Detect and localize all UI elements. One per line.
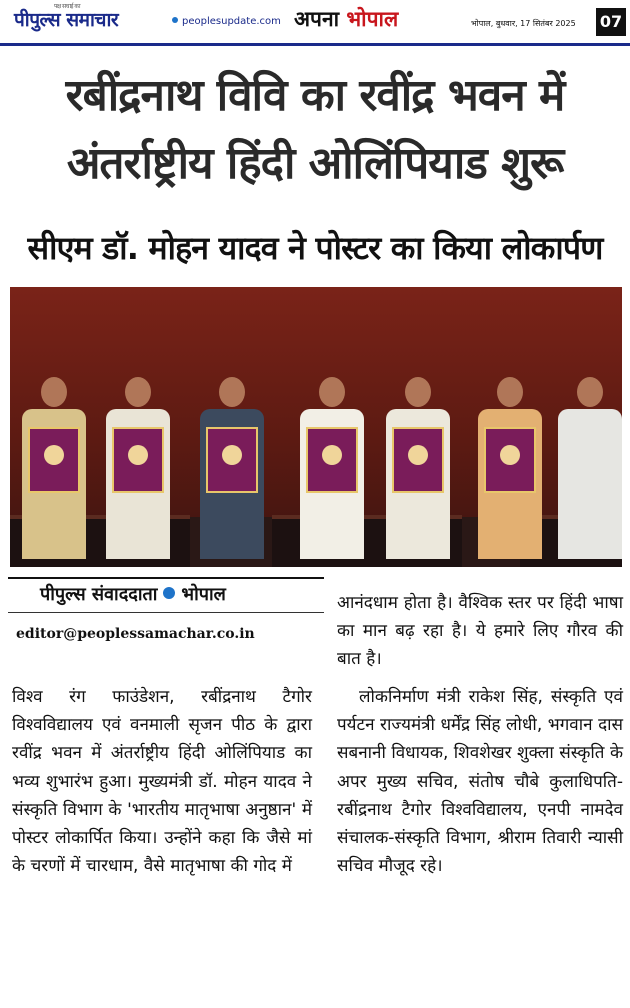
- poster-image: [306, 427, 358, 493]
- byline-place: भोपाल: [181, 584, 226, 605]
- dateline: भोपाल, बुधवार, 17 सितंबर 2025: [471, 19, 576, 28]
- article-column-right-bottom: लोकनिर्माण मंत्री राकेश सिंह, संस्कृति एवं पर्यटन राज्यमंत्री धर्मेंद्र सिंह लोधी, भगवान दास सबनानी विधायक, शिवशेखर शुक्ला संस्कृति के अपर मुख्य सचिव, संतोष चौबे कुलाधिपति-रबींद्रनाथ टैगोर विश्वविद्यालय, एनपी नामदेव संचालक-संस्कृति विभाग, श्रीराम तिवारी न्यासी सचिव मौजूद रहे।: [337, 687, 623, 877]
- headline: [8, 62, 622, 198]
- photo-person: [200, 377, 264, 559]
- website-link[interactable]: [172, 16, 281, 27]
- brand-name: पीपुल्स समाचार: [14, 9, 119, 31]
- website-text: peoplesupdate.com: [182, 16, 281, 27]
- poster-image: [28, 427, 80, 493]
- poster-image: [392, 427, 444, 493]
- article-column-right-top: आनंदधाम होता है। वैश्विक स्तर पर हिंदी भाषा का मान बढ़ रहा है। ये हमारे लिए गौरव की बात है।: [337, 593, 623, 670]
- poster-image: [484, 427, 536, 493]
- headline-line-2: अंतर्राष्ट्रीय हिंदी ओलिंपियाड शुरू: [66, 138, 564, 189]
- section-title-b: भोपाल: [346, 7, 399, 31]
- bullet-icon: [163, 587, 175, 599]
- section-title-a: अपना: [294, 7, 340, 31]
- byline: [8, 577, 324, 613]
- page-number: 07: [596, 8, 626, 36]
- subheadline: सीएम डॉ. मोहन यादव ने पोस्टर का किया लोकार्पण: [27, 229, 603, 267]
- byline-name: पीपुल्स संवाददाता: [40, 584, 158, 605]
- brand-tagline: पक्ष सचाई का: [54, 3, 81, 10]
- photo-person: [558, 377, 622, 559]
- masthead: [0, 0, 630, 46]
- photo-person: [300, 377, 364, 559]
- section-title: [294, 5, 398, 33]
- news-photo: [10, 287, 622, 567]
- poster-image: [206, 427, 258, 493]
- globe-icon: [172, 17, 178, 23]
- article-column-left: विश्व रंग फाउंडेशन, रबींद्रनाथ टैगोर विश्वविद्यालय एवं वनमाली सृजन पीठ के द्वारा रवींद्र भवन में अंतर्राष्ट्रीय हिंदी ओलिंपियाड का भव्य शुभारंभ हुआ। मुख्यमंत्री डॉ. मोहन यादव ने संस्कृति विभाग के 'भारतीय मातृभाषा अनुष्ठान' में पोस्टर लोकार्पित किया। उन्होंने कहा कि जैसे मां के चरणों में चारधाम, वैसे मातृभाषा की गोद में: [12, 687, 312, 877]
- email-link[interactable]: editor@peoplessamachar.co.in: [16, 626, 255, 642]
- newspaper-brand: [14, 3, 119, 32]
- headline-line-1: रबींद्रनाथ विवि का रवींद्र भवन में: [65, 70, 565, 121]
- photo-person: [478, 377, 542, 559]
- photo-person: [106, 377, 170, 559]
- photo-person: [386, 377, 450, 559]
- photo-person: [22, 377, 86, 559]
- poster-image: [112, 427, 164, 493]
